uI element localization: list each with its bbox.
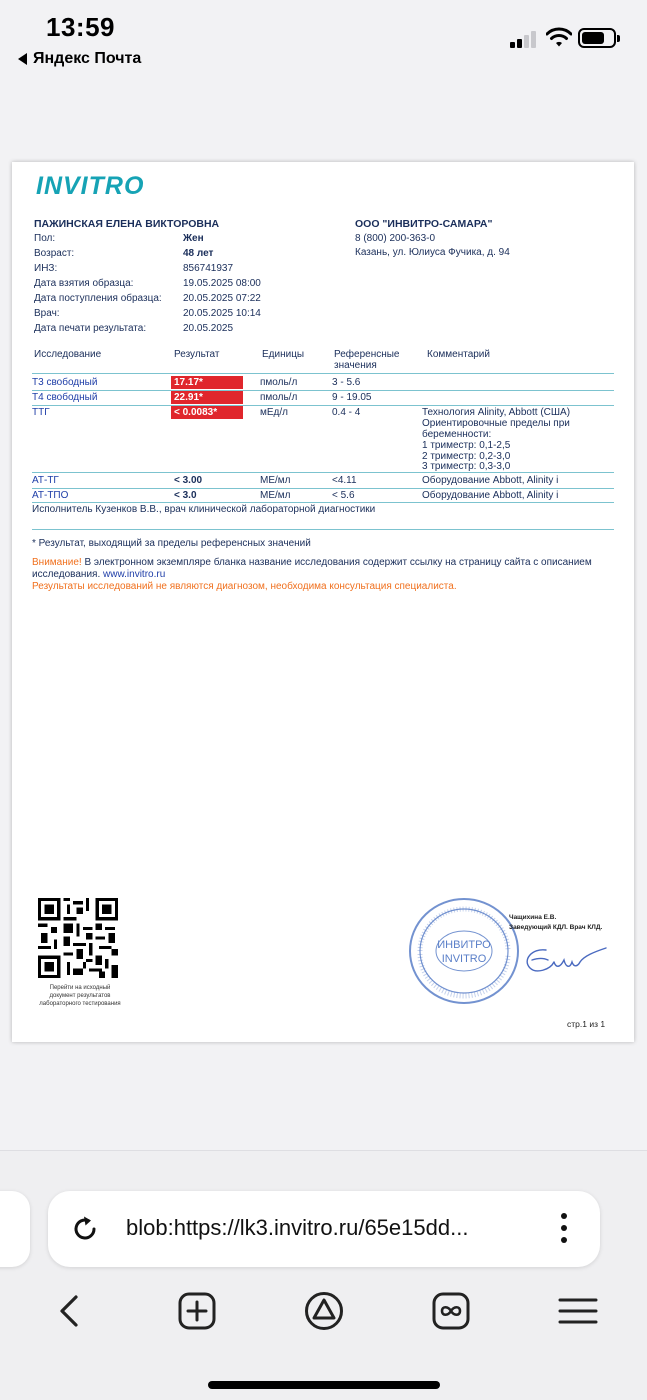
status-bar	[0, 0, 647, 76]
test-link-at-tpo[interactable]: АТ-ТПО	[32, 490, 69, 501]
col-header-ref: Референсные	[334, 349, 400, 360]
back-triangle-icon	[18, 53, 27, 65]
attention-label: Внимание!	[32, 557, 82, 568]
qr-caption	[30, 984, 130, 1008]
disclaimer: Результаты исследований не являются диагнозом, необходима консультация специалиста.	[32, 581, 457, 592]
footnote: * Результат, выходящий за пределы референсных значений	[32, 538, 311, 549]
home-indicator[interactable]	[208, 1381, 440, 1389]
result-units: МЕ/мл	[260, 475, 291, 486]
qr-caption-line: документ результатов	[49, 993, 111, 999]
performer-text: Исполнитель Кузенков В.В., врач клинической лабораторной диагностики	[32, 504, 376, 515]
result-flagged: < 0.0083*	[171, 406, 243, 419]
result-comment-line: Оборудование Abbott, Alinity i	[422, 475, 559, 486]
result-comment-line: 1 триместр: 0,1-2,5	[422, 440, 511, 451]
battery-icon	[578, 28, 616, 48]
field-value: Жен	[183, 233, 204, 244]
result-comment-line: 2 триместр: 0,2-3,0	[422, 451, 511, 462]
field-value: 856741937	[183, 263, 234, 274]
browser-bottom-bar	[0, 1150, 647, 1400]
tabs-icon[interactable]	[429, 1289, 473, 1333]
back-icon[interactable]	[48, 1289, 92, 1333]
table-rule	[32, 472, 614, 473]
result-value: < 3.0	[174, 490, 197, 501]
url-text[interactable]: blob:https://lk3.invitro.ru/65e15dd...	[126, 1215, 469, 1240]
col-header-comment: Комментарий	[427, 349, 490, 360]
back-app-label: Яндекс Почта	[33, 50, 142, 67]
result-comment-line: Технология Alinity, Abbott (США)	[422, 407, 571, 418]
result-units: мЕд/л	[260, 407, 288, 418]
field-label: Дата печати результата:	[34, 323, 147, 334]
status-time: 13:59	[46, 12, 115, 42]
attention-line-2	[32, 569, 165, 581]
table-rule	[32, 488, 614, 489]
signer-name: Чащихина Е.В.	[509, 914, 557, 921]
table-rule	[32, 390, 614, 391]
new-tab-icon[interactable]	[175, 1289, 219, 1333]
patient-name: ПАЖИНСКАЯ ЕЛЕНА ВИКТОРОВНА	[34, 218, 220, 230]
field-label: Пол:	[34, 233, 56, 244]
test-link-t4[interactable]: Т4 свободный	[32, 392, 98, 403]
stamp-text: ИНВИТРО	[437, 939, 491, 951]
result-comment-line: беременности:	[422, 429, 492, 440]
menu-icon[interactable]	[556, 1289, 600, 1333]
page-number: стр.1 из 1	[567, 1019, 606, 1029]
signal-icon	[510, 30, 540, 48]
stamp-text-2: INVITRO	[441, 953, 487, 965]
lab-phone: 8 (800) 200-363-0	[355, 233, 436, 244]
field-label: Дата взятия образца:	[34, 278, 134, 289]
field-label: Возраст:	[34, 248, 75, 259]
field-value: 48 лет	[183, 248, 214, 259]
qr-caption-line: лабораторного тестирования	[39, 1001, 121, 1007]
result-comment-line: Ориентировочные пределы при	[422, 418, 570, 429]
previous-tab-card[interactable]	[0, 1191, 30, 1267]
col-header-test: Исследование	[34, 349, 102, 360]
invitro-site-link[interactable]: www.invitro.ru	[103, 569, 166, 580]
result-ref: 9 - 19.05	[332, 392, 372, 403]
qr-code-icon[interactable]	[38, 898, 118, 978]
test-link-tsh[interactable]: ТТГ	[32, 407, 50, 418]
invitro-logo: INVITRO	[36, 172, 145, 200]
field-label: Дата поступления образца:	[34, 293, 162, 304]
result-units: пмоль/л	[260, 377, 298, 388]
signature-icon	[510, 932, 610, 987]
field-value: 20.05.2025 10:14	[183, 308, 261, 319]
table-rule	[32, 529, 614, 530]
result-value: < 3.00	[174, 475, 203, 486]
field-label: ИНЗ:	[34, 263, 58, 274]
qr-caption-line: Перейти на исходный	[49, 985, 111, 991]
address-bar[interactable]	[48, 1191, 600, 1267]
result-ref: < 5.6	[332, 490, 355, 501]
result-flagged: 17.17*	[171, 376, 243, 389]
field-value: 20.05.2025 07:22	[183, 293, 261, 304]
col-header-ref-2: значения	[334, 360, 377, 371]
result-ref: <4.11	[332, 475, 357, 486]
lab-result-document	[12, 162, 634, 1042]
lab-name: ООО "ИНВИТРО-САМАРА"	[355, 218, 493, 230]
field-value: 19.05.2025 08:00	[183, 278, 261, 289]
table-rule	[32, 373, 614, 374]
field-label: Врач:	[34, 308, 60, 319]
lab-address: Казань, ул. Юлиуса Фучика, д. 94	[355, 247, 510, 258]
col-header-result: Результат	[174, 349, 220, 360]
result-comment-line: Оборудование Abbott, Alinity i	[422, 490, 559, 501]
result-comment-line: 3 триместр: 0,3-3,0	[422, 461, 511, 472]
field-value: 20.05.2025	[183, 323, 234, 334]
col-header-units: Единицы	[262, 349, 305, 360]
test-link-t3[interactable]: Т3 свободный	[32, 377, 98, 388]
result-flagged: 22.91*	[171, 391, 243, 404]
more-options-icon[interactable]	[558, 1213, 570, 1247]
lab-stamp-icon	[406, 896, 526, 1006]
result-units: МЕ/мл	[260, 490, 291, 501]
alice-icon[interactable]	[302, 1289, 346, 1333]
test-link-at-tg[interactable]: АТ-ТГ	[32, 475, 59, 486]
table-rule	[32, 405, 614, 406]
result-ref: 0.4 - 4	[332, 407, 361, 418]
table-rule	[32, 502, 614, 503]
attention-line-1	[32, 557, 592, 569]
result-units: пмоль/л	[260, 392, 298, 403]
attention-text: В электронном экземпляре бланка название исследования содержит ссылку на страницу сайта с описанием	[81, 557, 592, 568]
result-ref: 3 - 5.6	[332, 377, 361, 388]
back-to-app-link[interactable]	[18, 50, 141, 68]
signer-role: Заведующий КДЛ. Врач КЛД.	[509, 924, 603, 931]
reload-icon[interactable]	[70, 1214, 100, 1244]
wifi-icon	[546, 26, 572, 48]
attention-text-2: исследования.	[32, 569, 104, 580]
